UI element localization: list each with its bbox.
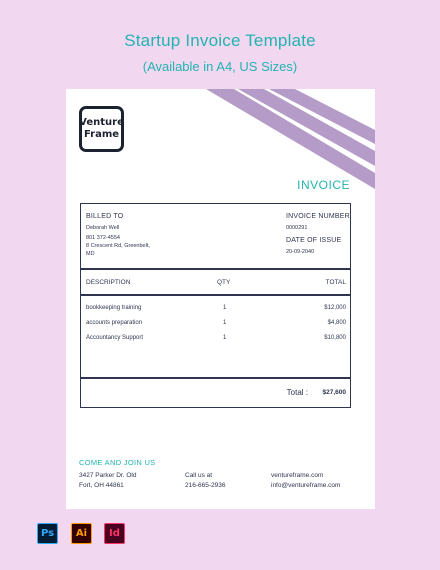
item-description: Accountancy Support xyxy=(86,335,144,341)
item-description: bookkeeping training xyxy=(86,305,142,311)
page-title: Startup Invoice Template xyxy=(124,31,316,50)
company-logo xyxy=(79,106,124,152)
billed-to-label: BILLED TO xyxy=(86,213,124,220)
item-qty: 1 xyxy=(223,320,227,326)
illustrator-icon[interactable]: Ai xyxy=(71,523,92,544)
divider xyxy=(81,294,350,296)
footer-address-line2: Fort, OH 44861 xyxy=(79,482,124,489)
column-header-total: TOTAL xyxy=(325,279,346,286)
billed-address-line1: 8 Crescent Rd, Greenbelt, xyxy=(86,243,150,249)
item-qty: 1 xyxy=(223,305,227,311)
footer-call-label: Call us at xyxy=(185,472,213,479)
total-label: Total : xyxy=(286,388,308,397)
column-header-qty: QTY xyxy=(217,279,231,286)
billed-name: Deborah Well xyxy=(86,225,120,231)
billed-phone: 801 372-4554 xyxy=(86,235,120,241)
billed-address-line2: MD xyxy=(86,251,95,257)
footer-address xyxy=(79,471,136,491)
total-value: $27,600 xyxy=(322,389,346,396)
invoice-heading: INVOICE xyxy=(297,178,350,192)
footer-phone-number: 216-665-2936 xyxy=(185,482,226,489)
photoshop-icon[interactable]: Ps xyxy=(37,523,58,544)
invoice-number-label: INVOICE NUMBER xyxy=(286,213,350,220)
invoice-number: 0000291 xyxy=(286,225,308,231)
footer-email: info@ventureframe.com xyxy=(271,482,341,489)
indesign-icon[interactable]: Id xyxy=(104,523,125,544)
table-row xyxy=(81,335,350,345)
date-of-issue: 20-09-2040 xyxy=(286,249,315,255)
table-row xyxy=(81,320,350,330)
logo-text-line2: Frame xyxy=(83,129,120,140)
invoice-preview xyxy=(66,89,375,509)
item-description: accounts preparation xyxy=(86,320,143,326)
divider xyxy=(81,268,350,270)
footer-web xyxy=(271,471,340,491)
item-qty: 1 xyxy=(223,335,227,341)
item-total: $12,000 xyxy=(324,305,346,311)
invoice-details-box xyxy=(80,203,351,408)
item-total: $10,800 xyxy=(324,335,346,341)
column-header-description: DESCRIPTION xyxy=(86,279,131,286)
footer-heading: COME AND JOIN US xyxy=(79,458,156,467)
logo-text-line1: Venture xyxy=(79,117,124,128)
item-total: $4,800 xyxy=(327,320,346,326)
table-row xyxy=(81,305,350,315)
divider xyxy=(81,377,350,379)
date-of-issue-label: DATE OF ISSUE xyxy=(286,237,342,244)
page-subtitle: (Available in A4, US Sizes) xyxy=(142,59,298,74)
footer-address-line1: 3427 Parker Dr. Old xyxy=(79,472,137,479)
footer-website: ventureframe.com xyxy=(271,472,324,479)
footer-phone xyxy=(185,471,225,491)
